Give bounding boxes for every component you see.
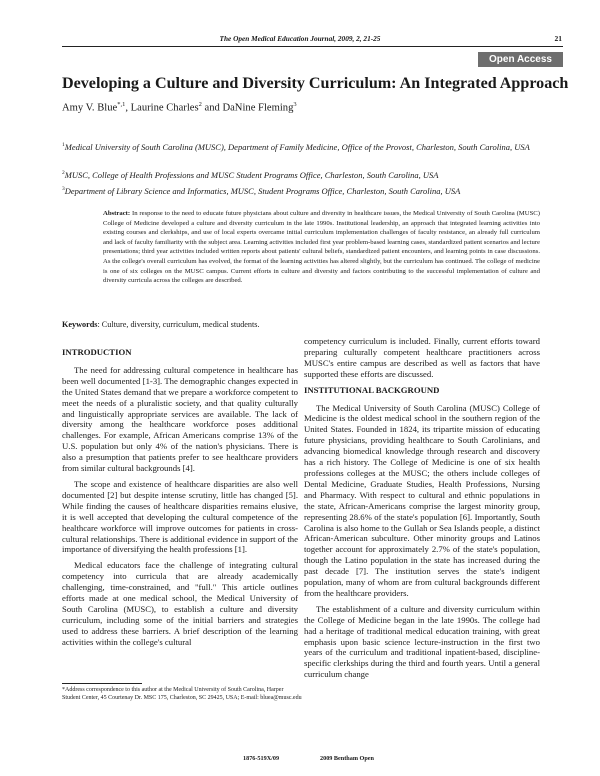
footnote-rule: [62, 683, 142, 684]
affiliation-text: Department of Library Science and Informatics, MUSC, Student Programs Office, Charleston, South Carolina, USA: [64, 185, 461, 196]
author-affiliation-mark: *,1: [117, 101, 126, 108]
correspondence-footnote: *Address correspondence to this author at the Medical University of South Carolina, Harper Student Center, 45 Courtenay Dr. MSC 175, Charleston, SC 29425, USA; E-mail: bluea@musc.edu: [62, 687, 302, 701]
body-paragraph: Medical educators face the challenge of integrating cultural competency into curricula that are already academically challenging, time-constrained, and "full." This article outlines efforts made at one medical school, the Medical University of South Carolina (MUSC), to establish a culture and diversity curriculum, including some of the initial barriers and strategies used to address these barriers. A brief description of the learning activities within the college's cultural: [62, 560, 298, 647]
affiliation-text: MUSC, College of Health Professions and MUSC Student Programs Office, Charleston, South Carolina, USA: [64, 169, 439, 180]
footer-publisher: 2009 Bentham Open: [320, 755, 374, 762]
left-column: [62, 347, 298, 653]
author-list: Amy V. Blue$^{*,1}$, Laurine Charles$^2$ and DaNine Fleming$^3$: [62, 101, 297, 114]
section-heading-institutional-background: INSTITUTIONAL BACKGROUND: [304, 384, 440, 395]
right-column: [304, 336, 540, 685]
affiliation-mark: 2: [62, 170, 65, 176]
footer-issn: 1876-519X/09: [243, 755, 280, 762]
affiliation-mark: 1: [62, 142, 65, 148]
affiliation-text: Medical University of South Carolina (MUSC), Department of Family Medicine, Office of the Provost, Charleston, South Carolina, USA: [64, 141, 530, 152]
abstract-label: Abstract:: [103, 210, 131, 217]
abstract: [103, 209, 540, 286]
header-rule: [62, 46, 563, 47]
journal-citation-header: The Open Medical Education Journal, 2009, 2, 21-25: [219, 34, 381, 43]
author-affiliation-mark: 2: [198, 101, 202, 108]
body-paragraph-continued: competency curriculum is included. Finally, current efforts toward preparing culturally competent healthcare practitioners across MUSC's entire campus are described as well as factors that have supported these efforts are discussed.: [304, 336, 540, 379]
body-paragraph: The need for addressing cultural competence in healthcare has been well documented [1-3]. The demographic changes expected in the United States demand that we prepare a workforce competent to meet the needs of a pluralistic society, and that quality culturally and linguistically appropriate services are available. The lack of diversity among the healthcare workforce poses additional challenges. For example, African Americans comprise 13% of the U.S. population but only 4% of the nation's physicians. There is also a presumption that patients prefer to see healthcare providers from similar cultural backgrounds [4].: [62, 364, 298, 474]
keywords-label: Keywords: [62, 320, 98, 329]
author-name: Laurine Charles: [130, 102, 199, 114]
affiliation: [62, 139, 542, 153]
open-access-badge: Open Access: [478, 52, 563, 67]
body-paragraph: The scope and existence of healthcare disparities are also well documented [2] but despite intense scrutiny, little has changed [5]. While finding the causes of healthcare disparities remains elusive, it is well accepted that developing the cultural competence of the healthcare workforce will improve outcomes for patients in cross-cultural relationships. There is additional evidence in support of the importance of diversifying the health professions [1].: [62, 478, 298, 555]
abstract-text: In response to the need to educate future physicians about culture and diversity in healthcare issues, the Medical University of South Carolina (MUSC) College of Medicine developed a culture and diversity curriculum in the late 1990s. Institutional leadership, an approach that integrated learning activities into existing courses and clerkships, and use of local experts overcame initial curriculum implementation challenges of faculty resistance, an already full curriculum and lack of faculty familiarity with the subject area. Learning activities included first year problem-based learning cases, standardized patient scenarios and lecture presentations; third year activities included written reports about patients' cultural beliefs, standardized patient encounters, and learning points in case discussions. As the college's overall curriculum has evolved, the format of the learning activities has altered slightly, but the curriculum has continued. The college of medicine is one of six colleges on the MUSC campus. Current efforts in culture and diversity and factors contributing to the successful implementation of culture and diversity curricula across the colleges are described.: [103, 210, 540, 285]
page-number: 21: [554, 34, 562, 43]
section-heading-introduction: INTRODUCTION: [62, 347, 132, 357]
keywords-text: : Culture, diversity, curriculum, medical students.: [97, 320, 260, 329]
affiliation: [62, 183, 542, 197]
body-paragraph: The establishment of a culture and diversity curriculum within the College of Medicine began in the late 1990s. The college had had a heritage of traditional medical education training, with great emphasis upon basic science lecture-instruction in the first two years of the curriculum and traditional inpatient-based, discipline-specific clerkships during the third and fourth years. Until a general curriculum change: [304, 603, 540, 680]
author-affiliation-mark: 3: [293, 101, 297, 108]
keywords: [62, 320, 260, 329]
affiliation: [62, 167, 542, 181]
body-paragraph: The Medical University of South Carolina (MUSC) College of Medicine is the oldest medical school in the southern region of the United States. Founded in 1824, its tripartite mission of educating future physicians, providing healthcare to South Carolinians, and advancing biomedical knowledge through research and discovery has a rich history. The College of Medicine is one of six health professions colleges at the MUSC; the others include colleges of Dental Medicine, Graduate Studies, Health Professions, Nursing and Pharmacy. With respect to cultural and ethnic populations in the state, African-Americans comprise the largest minority group, representing 28.6% of the state's population [6]. Importantly, South Carolina is also home to the Gullah or Sea Islands people, a distinct African-American subculture. Other minority groups and Latinos together account for approximately 2.7% of the state's population, though the Latino population in the state has increased during the past decade [7]. The institution serves the state's indigent population, many of whom are from cultural backgrounds different from the healthcare providers.: [304, 402, 540, 598]
article-title: Developing a Culture and Diversity Curriculum: An Integrated Approach: [62, 75, 569, 92]
affiliation-mark: 3: [62, 186, 65, 192]
author-name: DaNine Fleming: [222, 102, 294, 114]
author-name: Amy V. Blue: [62, 102, 118, 114]
